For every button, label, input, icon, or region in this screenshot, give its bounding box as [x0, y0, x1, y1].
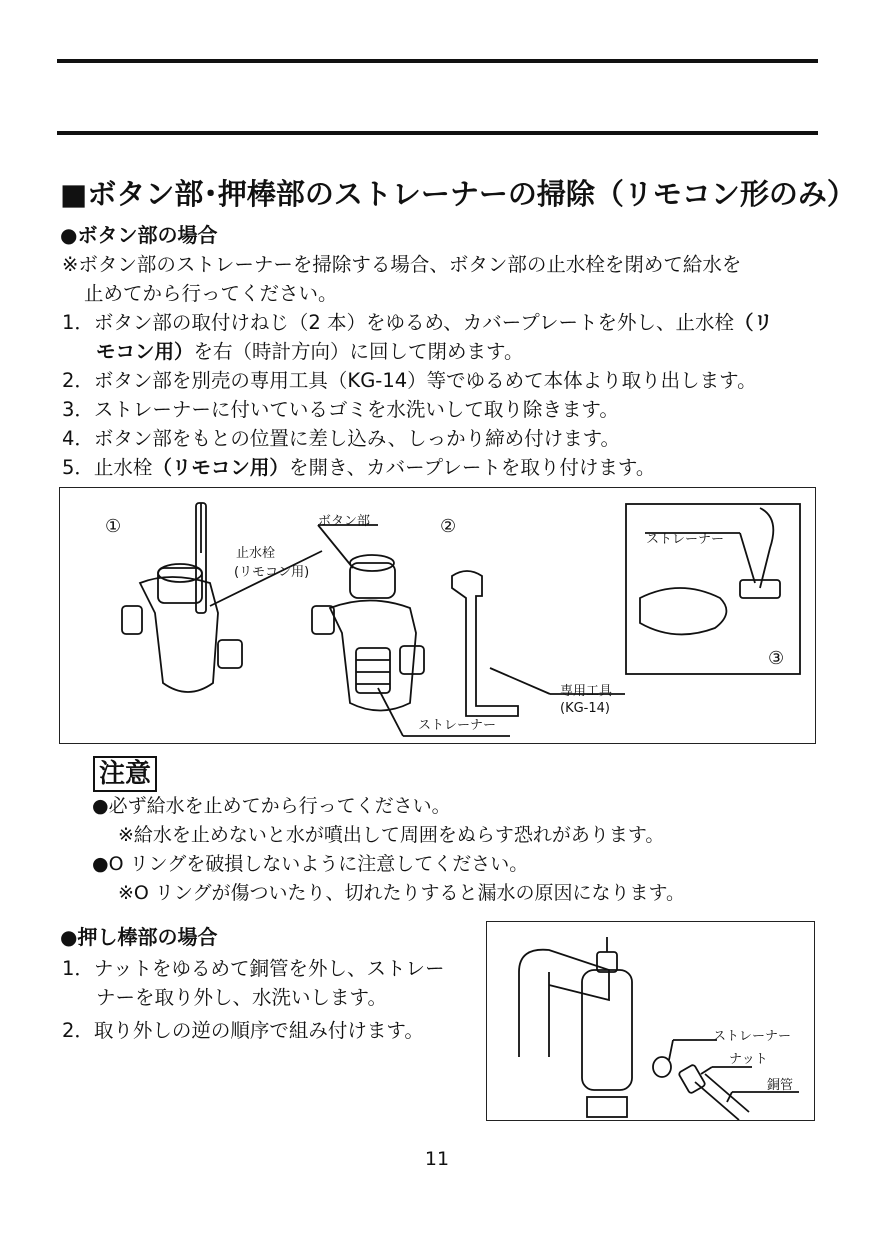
- push-rod-step-1-line1: 1．ナットをゆるめて銅管を外し、ストレー: [62, 957, 445, 980]
- figure-button-part-drawing: [60, 488, 815, 743]
- button-step-1-line2: [96, 337, 523, 366]
- caution-item-1: ●必ず給水を止めてから行ってください。: [92, 795, 451, 817]
- button-part-note-line1: ※ボタン部のストレーナーを掃除する場合、ボタン部の止水栓を閉めて給水を: [62, 253, 742, 276]
- label-stop-valve: 止水栓: [236, 546, 276, 561]
- figure-button-part: [59, 487, 816, 744]
- button-step-5-bold: （リモコン用）: [152, 456, 289, 479]
- caution-item-2: ●O リングを破損しないように注意してください。: [92, 853, 529, 875]
- push-rod-heading: ●押し棒部の場合: [60, 925, 218, 949]
- label-fig2-strainer: ストレーナー: [713, 1029, 792, 1044]
- caution-tag: 注意: [93, 756, 157, 792]
- push-rod-elbow: [519, 950, 609, 1000]
- push-rod-valve-body: [582, 970, 632, 1090]
- valve-side-port-left: [122, 606, 142, 634]
- fig1-num-3: ③: [768, 648, 785, 669]
- valve-body-2: [330, 601, 416, 711]
- button-step-1-text: 1．ボタン部の取付けねじ（2 本）をゆるめ、カバープレートを外し、止水栓: [62, 311, 734, 334]
- figure-push-rod-drawing: [487, 922, 814, 1120]
- button-step-1-bold: （リ: [733, 311, 773, 334]
- fig1-num-1: ①: [105, 516, 122, 537]
- strainer-ring: [653, 1057, 671, 1077]
- push-rod-step-1-line2: ナーを取り外し、水洗いします。: [96, 986, 387, 1009]
- label-button-part: ボタン部: [318, 514, 371, 529]
- button-step-5-text-a: 5．止水栓: [62, 456, 153, 479]
- header-rule-bottom: [57, 131, 818, 135]
- button-step-4: 4．ボタン部をもとの位置に差し込み、しっかり締め付けます。: [62, 427, 621, 450]
- caution-item-2-note: ※O リングが傷ついたり、切れたりすると漏水の原因になります。: [118, 882, 686, 904]
- copper-pipe: [695, 1082, 739, 1120]
- button-part-note-line2: 止めてから行ってください。: [84, 282, 338, 305]
- label-fig2-nut: ナット: [729, 1052, 768, 1067]
- header-rule-top: [57, 59, 818, 63]
- button-step-5: [62, 453, 655, 482]
- button-step-3: 3．ストレーナーに付いているゴミを水洗いして取り除きます。: [62, 398, 619, 421]
- label-strainer-bottom: ストレーナー: [418, 718, 497, 733]
- section-title: ■ボタン部･押棒部のストレーナーの掃除（リモコン形のみ）: [60, 177, 856, 211]
- push-rod-step-2: 2．取り外しの逆の順序で組み付けます。: [62, 1019, 424, 1042]
- button-step-2: 2．ボタン部を別売の専用工具（KG-14）等でゆるめて本体より取り出します。: [62, 369, 757, 392]
- caution-item-1-note: ※給水を止めないと水が噴出して周囲をぬらす恐れがあります。: [118, 824, 665, 846]
- special-tool: [452, 571, 518, 716]
- button-step-1-text-cont: を右（時計方向）に回して閉めます。: [193, 340, 524, 363]
- inset-pipe: [760, 508, 773, 588]
- figure-push-rod: [486, 921, 815, 1121]
- inset-strainer: [740, 580, 780, 598]
- nut: [678, 1064, 706, 1094]
- label-strainer-inset: ストレーナー: [646, 532, 725, 547]
- button-step-5-text-c: を開き、カバープレートを取り付けます。: [288, 456, 656, 479]
- valve-side-port-right: [218, 640, 242, 668]
- page-number: 11: [424, 1148, 450, 1170]
- label-tool-code: (KG-14): [560, 701, 610, 716]
- button-step-1-bold-cont: モコン用）: [96, 340, 194, 363]
- button-step-1-line1: [62, 308, 773, 337]
- button-part-heading: ●ボタン部の場合: [60, 223, 218, 247]
- strainer-2: [356, 648, 390, 693]
- label-fig2-copper-pipe: 銅管: [767, 1078, 794, 1093]
- hand: [640, 588, 726, 634]
- fig1-num-2: ②: [440, 516, 457, 537]
- label-remote-use: (リモコン用): [234, 565, 310, 580]
- label-tool: 専用工具: [560, 684, 613, 699]
